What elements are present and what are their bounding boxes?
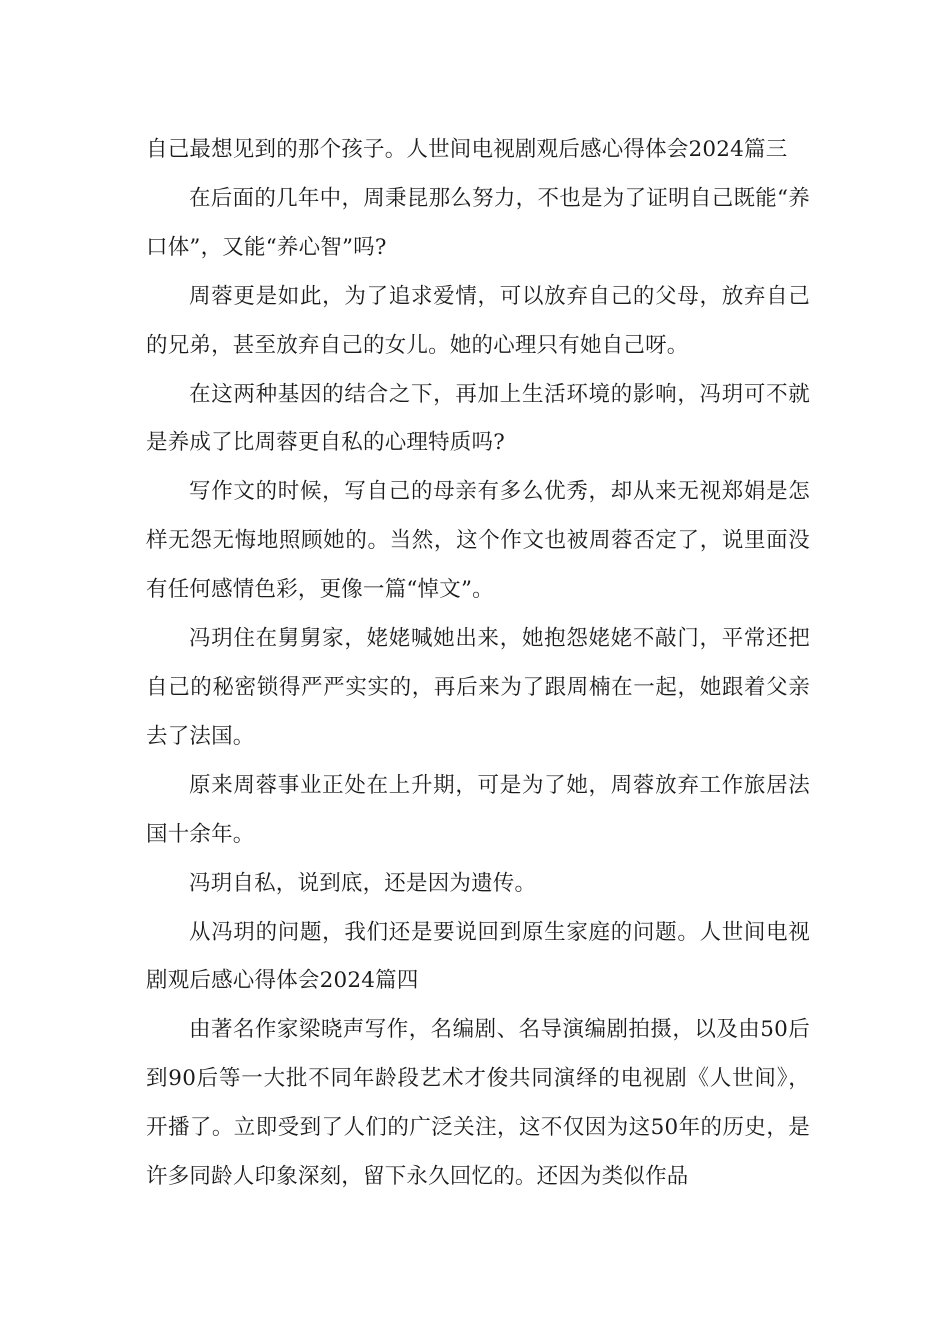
paragraph-10: 由著名作家梁晓声写作，名编剧、名导演编剧拍摄，以及由50后到90后等一大批不同年龄段艺术才俊共同演绎的电视剧《人世间》，开播了。立即受到了人们的广泛关注，这不仅因为这50年的历史，是许多同龄人印象深刻，留下永久回忆的。还因为类似作品 [146,1017,810,1190]
paragraph-9: 从冯玥的问题，我们还是要说回到原生家庭的问题。人世间电视剧观后感心得体会2024篇四 [146,919,810,994]
paragraph-6: 冯玥住在舅舅家，姥姥喊她出来，她抱怨姥姥不敲门，平常还把自己的秘密锁得严严实实的，再后来为了跟周楠在一起，她跟着父亲去了法国。 [146,626,810,749]
document-page [146,126,810,1202]
paragraph-4: 在这两种基因的结合之下，再加上生活环境的影响，冯玥可不就是养成了比周蓉更自私的心理特质吗? [146,381,810,456]
paragraph-7: 原来周蓉事业正处在上升期，可是为了她，周蓉放弃工作旅居法国十余年。 [146,772,810,847]
paragraph-1: 自己最想见到的那个孩子。人世间电视剧观后感心得体会2024篇三 [146,137,788,162]
paragraph-8: 冯玥自私，说到底，还是因为遗传。 [189,870,537,896]
paragraph-2: 在后面的几年中，周秉昆那么努力，不也是为了证明自己既能“养口体”，又能“养心智”吗? [146,185,810,260]
paragraph-3: 周蓉更是如此，为了追求爱情，可以放弃自己的父母，放弃自己的兄弟，甚至放弃自己的女儿。她的心理只有她自己呀。 [146,283,810,358]
paragraph-5: 写作文的时候，写自己的母亲有多么优秀，却从来无视郑娟是怎样无怨无悔地照顾她的。当然，这个作文也被周蓉否定了，说里面没有任何感情色彩，更像一篇“悼文”。 [146,479,810,603]
